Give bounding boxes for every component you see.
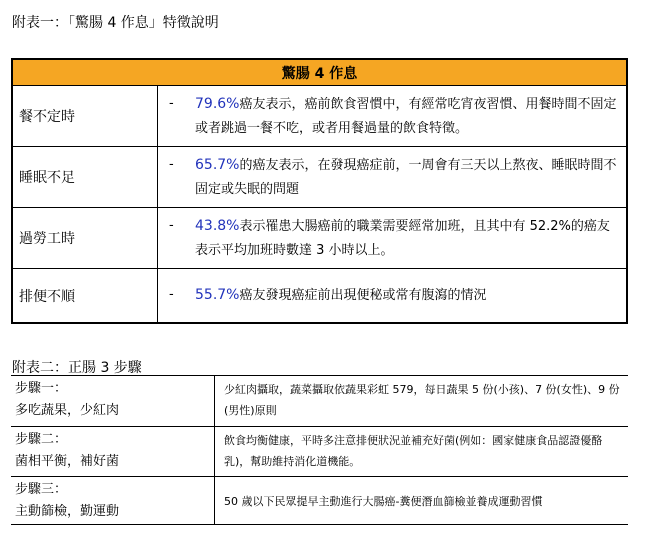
bullet-dash: - xyxy=(169,96,174,111)
step-label xyxy=(11,477,215,525)
table2-caption: 附表二：正腸 3 步驟 xyxy=(12,360,142,376)
row-description: 癌友表示，癌前飲食習慣中，有經常吃宵夜習慣、用餐時間不固定或者跳過一餐不吃，或者用餐過量的飲食特徵。 xyxy=(195,97,617,136)
step-label xyxy=(11,376,215,426)
row-content xyxy=(159,208,626,268)
step-number: 步驟三： xyxy=(15,482,68,497)
row-label: 餐不定時 xyxy=(13,86,158,146)
row-content xyxy=(159,269,626,322)
step-number: 步驟一： xyxy=(15,381,68,396)
percentage: 65.7% xyxy=(195,157,240,173)
bullet-dash: - xyxy=(169,287,174,302)
step-title: 多吃蔬果，少紅肉 xyxy=(15,403,120,418)
percentage: 79.6% xyxy=(195,96,240,112)
row-description: 表示罹患大腸癌前的職業需要經常加班，且其中有 52.2%的癌友表示平均加班時數達 3 小時以上。 xyxy=(195,219,610,258)
table-row xyxy=(13,208,626,269)
table1-caption: 附表一：「驚腸 4 作息」特徵說明 xyxy=(12,15,219,31)
step-title: 菌相平衡，補好菌 xyxy=(15,454,120,469)
row-content xyxy=(159,147,626,207)
table-row xyxy=(13,147,626,208)
bullet-dash: - xyxy=(169,157,174,172)
table-row xyxy=(13,269,626,322)
table-row xyxy=(11,427,628,477)
habits-table xyxy=(11,58,628,324)
table-row xyxy=(13,86,626,147)
table-row xyxy=(11,477,628,525)
row-content xyxy=(159,86,626,146)
row-label: 睡眠不足 xyxy=(13,147,158,207)
table-row xyxy=(11,376,628,427)
percentage: 55.7% xyxy=(195,287,240,303)
step-description: 飲食均衡健康，平時多注意排便狀況並補充好菌(例如：國家健康食品認證優酪乳)，幫助維持消化道機能。 xyxy=(224,434,603,468)
step-title: 主動篩檢，勤運動 xyxy=(15,504,120,519)
row-description: 癌友發現癌症前出現便秘或常有腹瀉的情況 xyxy=(239,288,487,303)
row-label: 過勞工時 xyxy=(13,208,158,268)
row-label: 排便不順 xyxy=(13,269,158,322)
percentage: 43.8% xyxy=(195,218,240,234)
step-description: 50 歲以下民眾提早主動進行大腸癌-糞便潛血篩檢並養成運動習慣 xyxy=(224,494,543,508)
steps-table xyxy=(11,375,628,525)
step-label xyxy=(11,427,215,476)
bullet-dash: - xyxy=(169,218,174,233)
habits-table-header: 驚腸 4 作息 xyxy=(13,60,626,86)
row-description: 的癌友表示，在發現癌症前，一周會有三天以上熬夜、睡眠時間不固定或失眠的問題 xyxy=(195,158,617,197)
step-number: 步驟二： xyxy=(15,432,68,447)
step-description: 少紅肉攝取，蔬菜攝取依蔬果彩虹 579，每日蔬果 5 份(小孩)、7 份(女性)、9 份(男性)原則 xyxy=(224,383,620,417)
